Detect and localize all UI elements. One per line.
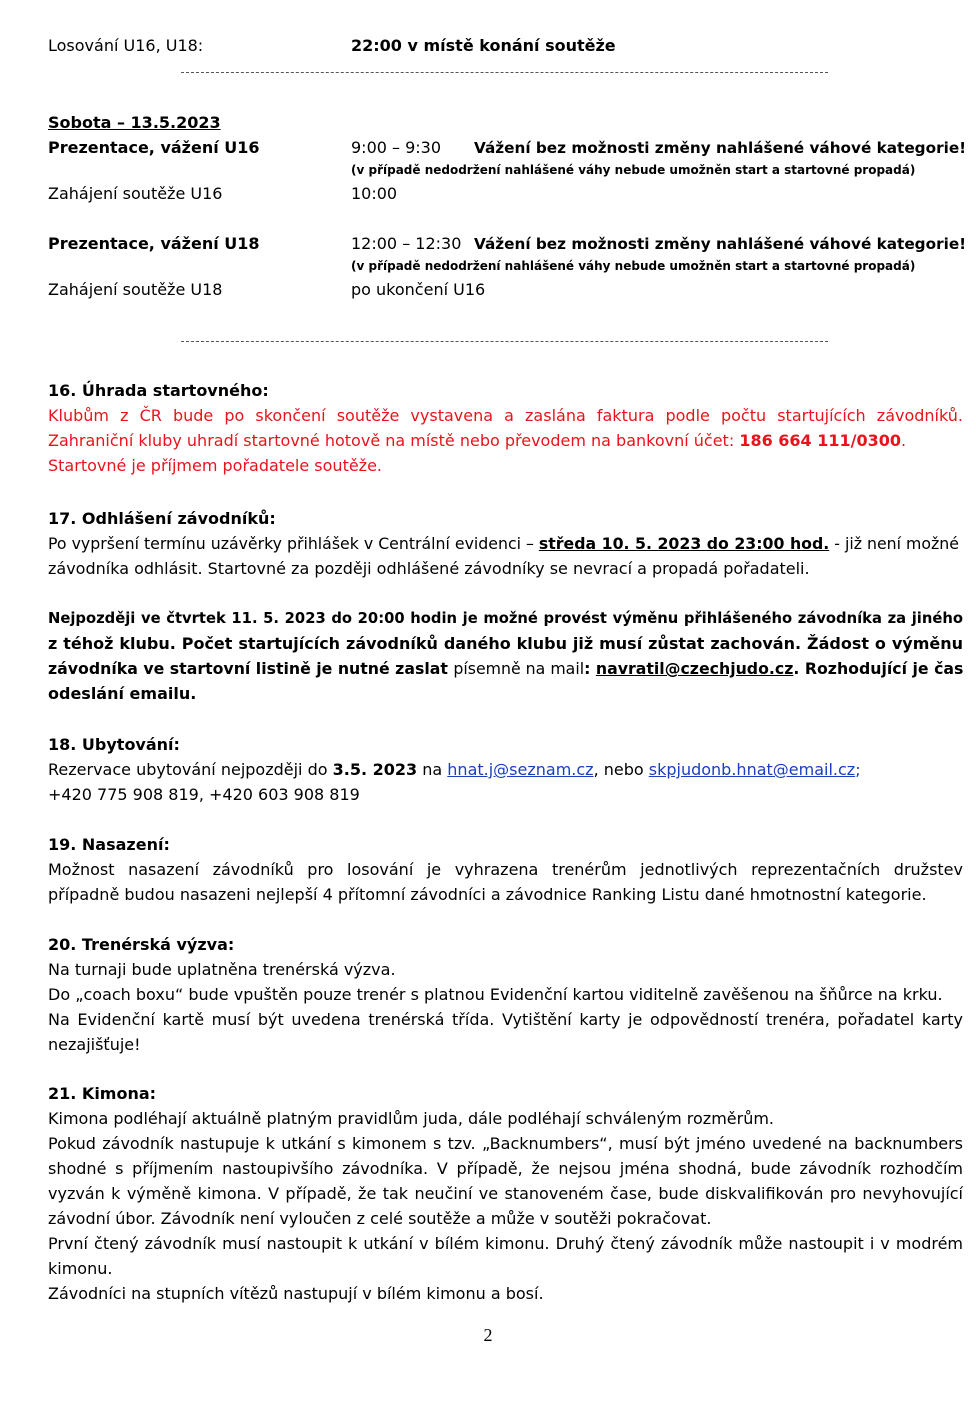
exchange-line-3-colon: : [584,659,596,678]
section-18 [48,732,963,807]
skpjudonb-email-link[interactable]: skpjudonb.hnat@email.cz [648,760,856,779]
section-18-line-1-text: Rezervace ubytování nejpozději do [48,760,333,779]
section-17-line-1-text: Po vypršení termínu uzávěrky přihlášek v Centrální evidenci – [48,534,539,553]
phone-numbers: +420 775 908 819, +420 603 908 819 [48,785,360,804]
u18-registration-time: 12:00 – 12:30 [351,234,462,253]
u16-start-label: Zahájení soutěže U16 [48,184,223,203]
section-21-line-3: shodné s příjmením nastoupivšího závodníka. V případě, že nejsou jména shodná, bude závodník rozhodčím [48,1159,963,1178]
u16-start-time: 10:00 [351,184,398,203]
section-16-line-3: Startovné je příjmem pořadatele soutěže. [48,456,383,475]
section-17-exchange [48,606,963,706]
section-21-line-7: kimonu. [48,1259,113,1278]
section-17-line-1 [48,531,963,556]
section-16-line-2 [48,428,963,453]
section-20-line-1: Na turnaji bude uplatněna trenérská výzva. [48,960,396,979]
section-19-line-2: případně budou nasazeni nejlepší 4 přítomní závodníci a závodnice Ranking Listu dané hmotnostní kategorie. [48,885,927,904]
section-20 [48,932,963,1057]
exchange-line-3-mail: písemně na mail [453,659,585,678]
exchange-line-2: z téhož klubu. Počet startujících závodníků daného klubu již musí zůstat zachován. Žádost o výměnu [48,634,963,653]
exchange-line-1: Nejpozději ve čtvrtek 11. 5. 2023 do 20:00 hodin je možné provést výměnu přihlášeného závodníka za jiného [48,610,963,627]
section-18-heading: 18. Ubytování: [48,735,180,754]
u18-start-label: Zahájení soutěže U18 [48,280,223,299]
section-19-heading: 19. Nasazení: [48,835,170,854]
section-16-line-2-text: Zahraniční kluby uhradí startovné hotově na místě nebo převodem na bankovní účet: [48,431,740,450]
section-21-line-1: Kimona podléhají aktuálně platným pravidlům juda, dále podléhají schváleným rozměrům. [48,1109,775,1128]
saturday-heading: Sobota – 13.5.2023 [48,113,221,132]
u16-weigh-in-note: Vážení bez možnosti změny nahlášené váhové kategorie! [474,139,967,157]
section-16-line-1: Klubům z ČR bude po skončení soutěže vystavena a zaslána faktura podle počtu startujících závodníků. [48,406,963,425]
draw-value: 22:00 v místě konání soutěže [351,36,616,55]
u18-weigh-in-subnote: (v případě nedodržení nahlášené váhy nebude umožněn start a startovné propadá) [351,259,916,273]
section-17-line-1-end: - již není možné [829,534,959,553]
u16-weigh-in-subnote: (v případě nedodržení nahlášené váhy nebude umožněn start a startovné propadá) [351,163,916,177]
section-20-line-4: nezajišťuje! [48,1035,141,1054]
section-19 [48,832,963,907]
u18-registration-label: Prezentace, vážení U18 [48,234,260,253]
section-20-line-2: Do „coach boxu“ bude vpuštěn pouze trenér s platnou Evidenční kartou viditelně zavěšenou na šňůrce na krku. [48,985,943,1004]
section-21-line-8: Závodníci na stupních vítězů nastupují v bílém kimonu a bosí. [48,1284,544,1303]
section-18-na: na [417,760,448,779]
section-18-nebo: , nebo [593,760,649,779]
section-19-line-1: Možnost nasazení závodníků pro losování je vyhrazena trenérům jednotlivých reprezentačních družstev [48,860,963,879]
section-17-line-2: závodníka odhlásit. Startovné za později odhlášené závodníky se nevrací a propadá pořadateli. [48,559,810,578]
section-21-heading: 21. Kimona: [48,1084,157,1103]
section-21-line-6: První čtený závodník musí nastoupit k utkání v bílém kimonu. Druhý čtený závodník může nastoupit i v modrém [48,1234,963,1253]
section-18-semicolon: ; [855,760,861,779]
section-20-heading: 20. Trenérská výzva: [48,935,235,954]
section-17-heading: 17. Odhlášení závodníků: [48,509,276,528]
exchange-line-3-text: závodníka ve startovní listině je nutné zaslat [48,659,454,678]
exchange-line-4: odeslání emailu. [48,684,197,703]
section-21-line-2: Pokud závodník nastupuje k utkání s kimonem s tzv. „Backnumbers“, musí být jméno uvedené na backnumbers [48,1134,963,1153]
section-16-line-2-end: . [901,431,907,450]
bank-account-number: 186 664 111/0300 [739,431,902,450]
section-16 [48,378,963,478]
hnat-email-link[interactable]: hnat.j@seznam.cz [447,760,594,779]
page-number: 2 [483,1325,493,1345]
section-21-line-4: vyzván k výměně kimona. V případě, že tak neučiní ve stanoveném čase, bude diskvalifikován pro nevyhovující [48,1184,963,1203]
exchange-line-3 [48,656,963,681]
section-17 [48,506,963,581]
section-21 [48,1081,963,1306]
u16-registration-time: 9:00 – 9:30 [351,138,442,157]
section-18-line-1 [48,757,963,782]
draw-label: Losování U16, U18: [48,36,204,55]
reservation-deadline: 3.5. 2023 [332,760,418,779]
exchange-line-3-end: . Rozhodující je čas [793,659,964,678]
navratil-email-link[interactable]: navratil@czechjudo.cz [595,659,794,678]
deadline-date: středa 10. 5. 2023 do 23:00 hod. [538,534,830,553]
u16-registration-label: Prezentace, vážení U16 [48,138,260,157]
separator-top [181,72,828,73]
separator-bottom [181,341,828,342]
u18-weigh-in-note: Vážení bez možnosti změny nahlášené váhové kategorie! [474,235,967,253]
section-21-line-5: závodní úbor. Závodník není vyloučen z celé soutěže a může v soutěži pokračovat. [48,1209,712,1228]
u18-start-time: po ukončení U16 [351,280,486,299]
section-16-heading: 16. Úhrada startovného: [48,381,269,400]
section-20-line-3: Na Evidenční kartě musí být uvedena trenérská třída. Vytištění karty je odpovědností trenéra, pořadatel karty [48,1010,963,1029]
